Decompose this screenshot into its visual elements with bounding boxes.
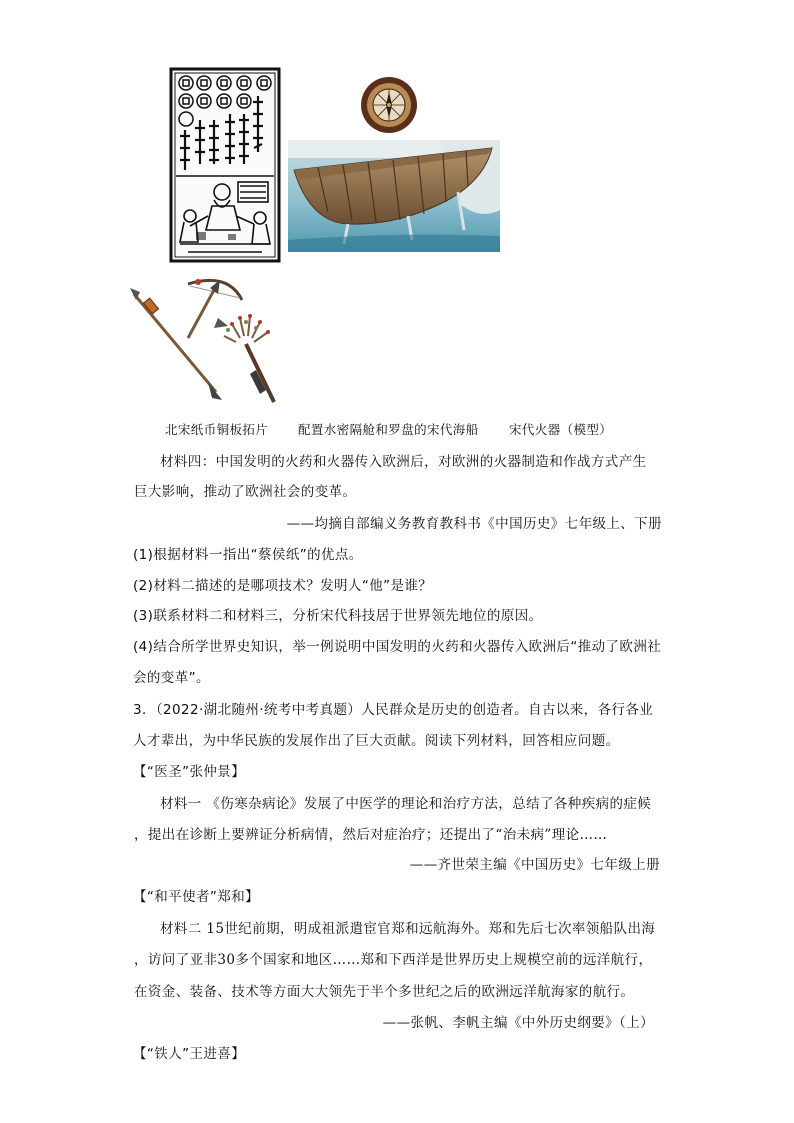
compass-image bbox=[360, 76, 418, 134]
section2-source: ——张帆、李帆主编《中外历史纲要》（上） bbox=[382, 1015, 654, 1031]
caption-song-firearms: 宋代火器（模型） bbox=[509, 422, 613, 437]
song-firearms-image bbox=[128, 274, 288, 408]
material4-line2: 巨大影响，推动了欧洲社会的变革。 bbox=[134, 484, 357, 500]
question-1: (1)根据材料一指出“蔡侯纸”的优点。 bbox=[133, 547, 363, 563]
question-4-line2: 会的变革”。 bbox=[133, 670, 210, 686]
caption-paper-money: 北宋纸币铜板拓片 bbox=[165, 422, 269, 437]
material4-line1: 材料四：中国发明的火药和火器传入欧洲后，对欧洲的火器制造和作战方式产生 bbox=[160, 454, 647, 470]
song-ship-model-image bbox=[288, 140, 500, 252]
section3-heading: 【“铁人”王进喜】 bbox=[133, 1046, 246, 1062]
section2-line3: 在资金、装备、技术等方面大大领先于半个多世纪之后的欧洲远洋航海家的航行。 bbox=[134, 984, 635, 1000]
question-3: (3)联系材料二和材料三，分析宋代科技居于世界领先地位的原因。 bbox=[133, 608, 543, 624]
material4-source: ——均摘自部编义务教育教科书《中国历史》七年级上、下册 bbox=[286, 516, 662, 532]
q3-line2: 人才辈出，为中华民族的发展作出了巨大贡献。阅读下列材料，回答相应问题。 bbox=[133, 733, 620, 749]
song-paper-money-rubbing-image bbox=[168, 66, 282, 264]
section2-heading: 【“和平使者”郑和】 bbox=[133, 889, 259, 905]
section1-heading: 【“医圣”张仲景】 bbox=[133, 764, 246, 780]
question-2: (2)材料二描述的是哪项技术？发明人“他”是谁？ bbox=[133, 578, 433, 594]
section1-line2: ，提出在诊断上要辨证分析病情，然后对症治疗；还提出了“治未病”理论…… bbox=[134, 827, 608, 843]
question-4-line1: (4)结合所学世界史知识，举一例说明中国发明的火药和火器传入欧洲后“推动了欧洲社 bbox=[133, 639, 662, 655]
section2-line2: ，访问了亚非30多个国家和地区……郑和下西洋是世界历史上规模空前的远洋航行， bbox=[134, 952, 653, 968]
section1-source: ——齐世荣主编《中国历史》七年级上册 bbox=[409, 857, 660, 873]
q3-line1: 3．（2022·湖北随州·统考中考真题）人民群众是历史的创造者。自古以来，各行各业 bbox=[133, 702, 654, 718]
section2-line1: 材料二 15世纪前期，明成祖派遣宦官郑和远航海外。郑和先后七次率领船队出海 bbox=[160, 921, 656, 937]
section1-line1: 材料一 《伤寒杂病论》发展了中医学的理论和治疗方法，总结了各种疾病的症候 bbox=[160, 796, 652, 812]
caption-song-ship: 配置水密隔舱和罗盘的宋代海船 bbox=[298, 422, 479, 437]
